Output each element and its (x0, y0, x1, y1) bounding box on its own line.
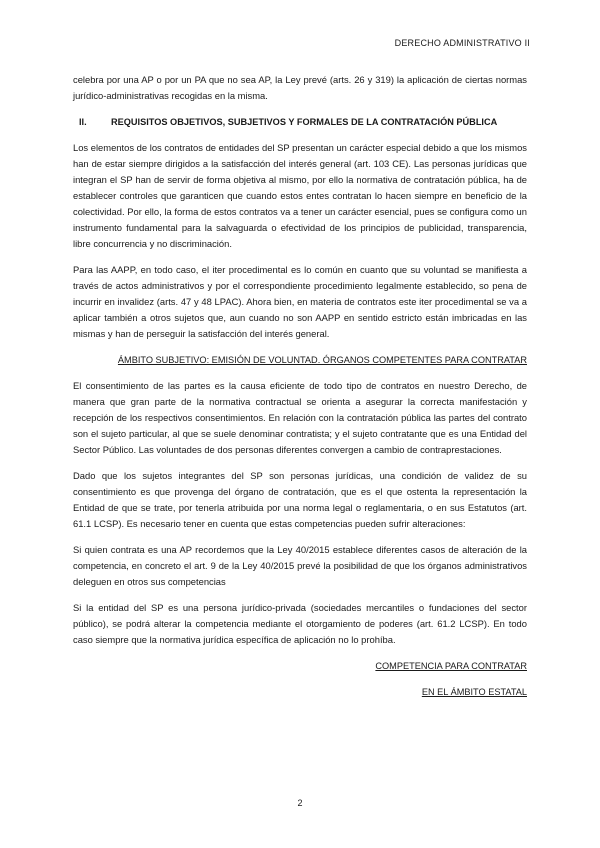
paragraph: Dado que los sujetos integrantes del SP son personas jurídicas, una condición de validez de su consentimiento es que provenga del órgano de contratación, que es el que ostenta la representación la Entidad de que se trate, por tenerla atribuida por una norma legal o reglamentaria, o en sus Estatutos (art. 61.1 LCSP). Es necesario tener en cuenta que estas competencias pueden sufrir alteraciones: (73, 470, 527, 529)
paragraph-continuation: celebra por una AP o por un PA que no sea AP, la Ley prevé (arts. 26 y 319) la aplicación de ciertas normas jurídico-administrativas recogidas en la misma. (73, 74, 527, 101)
paragraph: Para las AAPP, en todo caso, el iter procedimental es lo común en cuanto que su voluntad se manifiesta a través de actos administrativos y por el correspondiente procedimiento legalmente establecido, so pena de incurrir en invalidez (arts. 47 y 48 LPAC). Ahora bien, en materia de contratos este iter procedimental se va a aplicar también a otros sujetos que, aun cuando no son AAPP en sentido estricto están imbricadas en las mismas y han de perseguir la satisfacción del interés general. (73, 264, 527, 339)
page-content (73, 72, 527, 710)
heading-competencia-contratar: COMPETENCIA PARA CONTRATAR (375, 661, 527, 671)
paragraph: Si quien contrata es una AP recordemos que la Ley 40/2015 establece diferentes casos de alteración de la competencia, en concreto el art. 9 de la Ley 40/2015 prevé la posibilidad de que los órganos administrativos deleguen en otros sus competencias (73, 544, 527, 587)
subheading-ambito-subjetivo: ÁMBITO SUBJETIVO: EMISIÓN DE VOLUNTAD. ÓRGANOS COMPETENTES PARA CONTRATAR (117, 355, 527, 365)
section-title: REQUISITOS OBJETIVOS, SUBJETIVOS Y FORMALES DE LA CONTRATACIÓN PÚBLICA (111, 117, 498, 127)
section-number: II. (79, 117, 87, 127)
page-header: DERECHO ADMINISTRATIVO II (394, 38, 530, 48)
section-heading (73, 114, 527, 130)
heading-ambito-estatal: EN EL ÁMBITO ESTATAL (421, 687, 527, 697)
paragraph: Los elementos de los contratos de entidades del SP presentan un carácter especial debido a que los mismos han de estar siempre dirigidos a la satisfacción del interés general (art. 103 CE). Las personas jurídicas que integran el SP han de servir de forma objetiva al mismo, por ello la normativa de contratación pública, ha de establecer controles que garanticen que cuando estos entes contratan lo hacen siempre en beneficio de la colectividad. Por ello, la forma de estos contratos va a tener un carácter esencial, pues se configura como un instrumento fundamental para la salvaguarda o efectividad de los principios de publicidad, transparencia, libre concurrencia y no discriminación. (73, 142, 527, 249)
paragraph: El consentimiento de las partes es la causa eficiente de todo tipo de contratos en nuestro Derecho, de manera que gran parte de la normativa contractual se orienta a asegurar la correcta manifestación y recepción de los respectivos consentimientos. En relación con la contratación pública las partes del contrato son el sujeto particular, al que se suele denominar contratista; y el sujeto contratante que es una Entidad del Sector Público. Las voluntades de dos personas diferentes convergen a cambio de contraprestaciones. (73, 380, 527, 455)
paragraph: Si la entidad del SP es una persona jurídico-privada (sociedades mercantiles o fundaciones del sector público), se podrá alterar la competencia mediante el otorgamiento de poderes (art. 61.2 LCSP). En todo caso siempre que la normativa jurídica específica de aplicación no lo prohíba. (73, 602, 527, 645)
page-number: 2 (297, 798, 303, 808)
